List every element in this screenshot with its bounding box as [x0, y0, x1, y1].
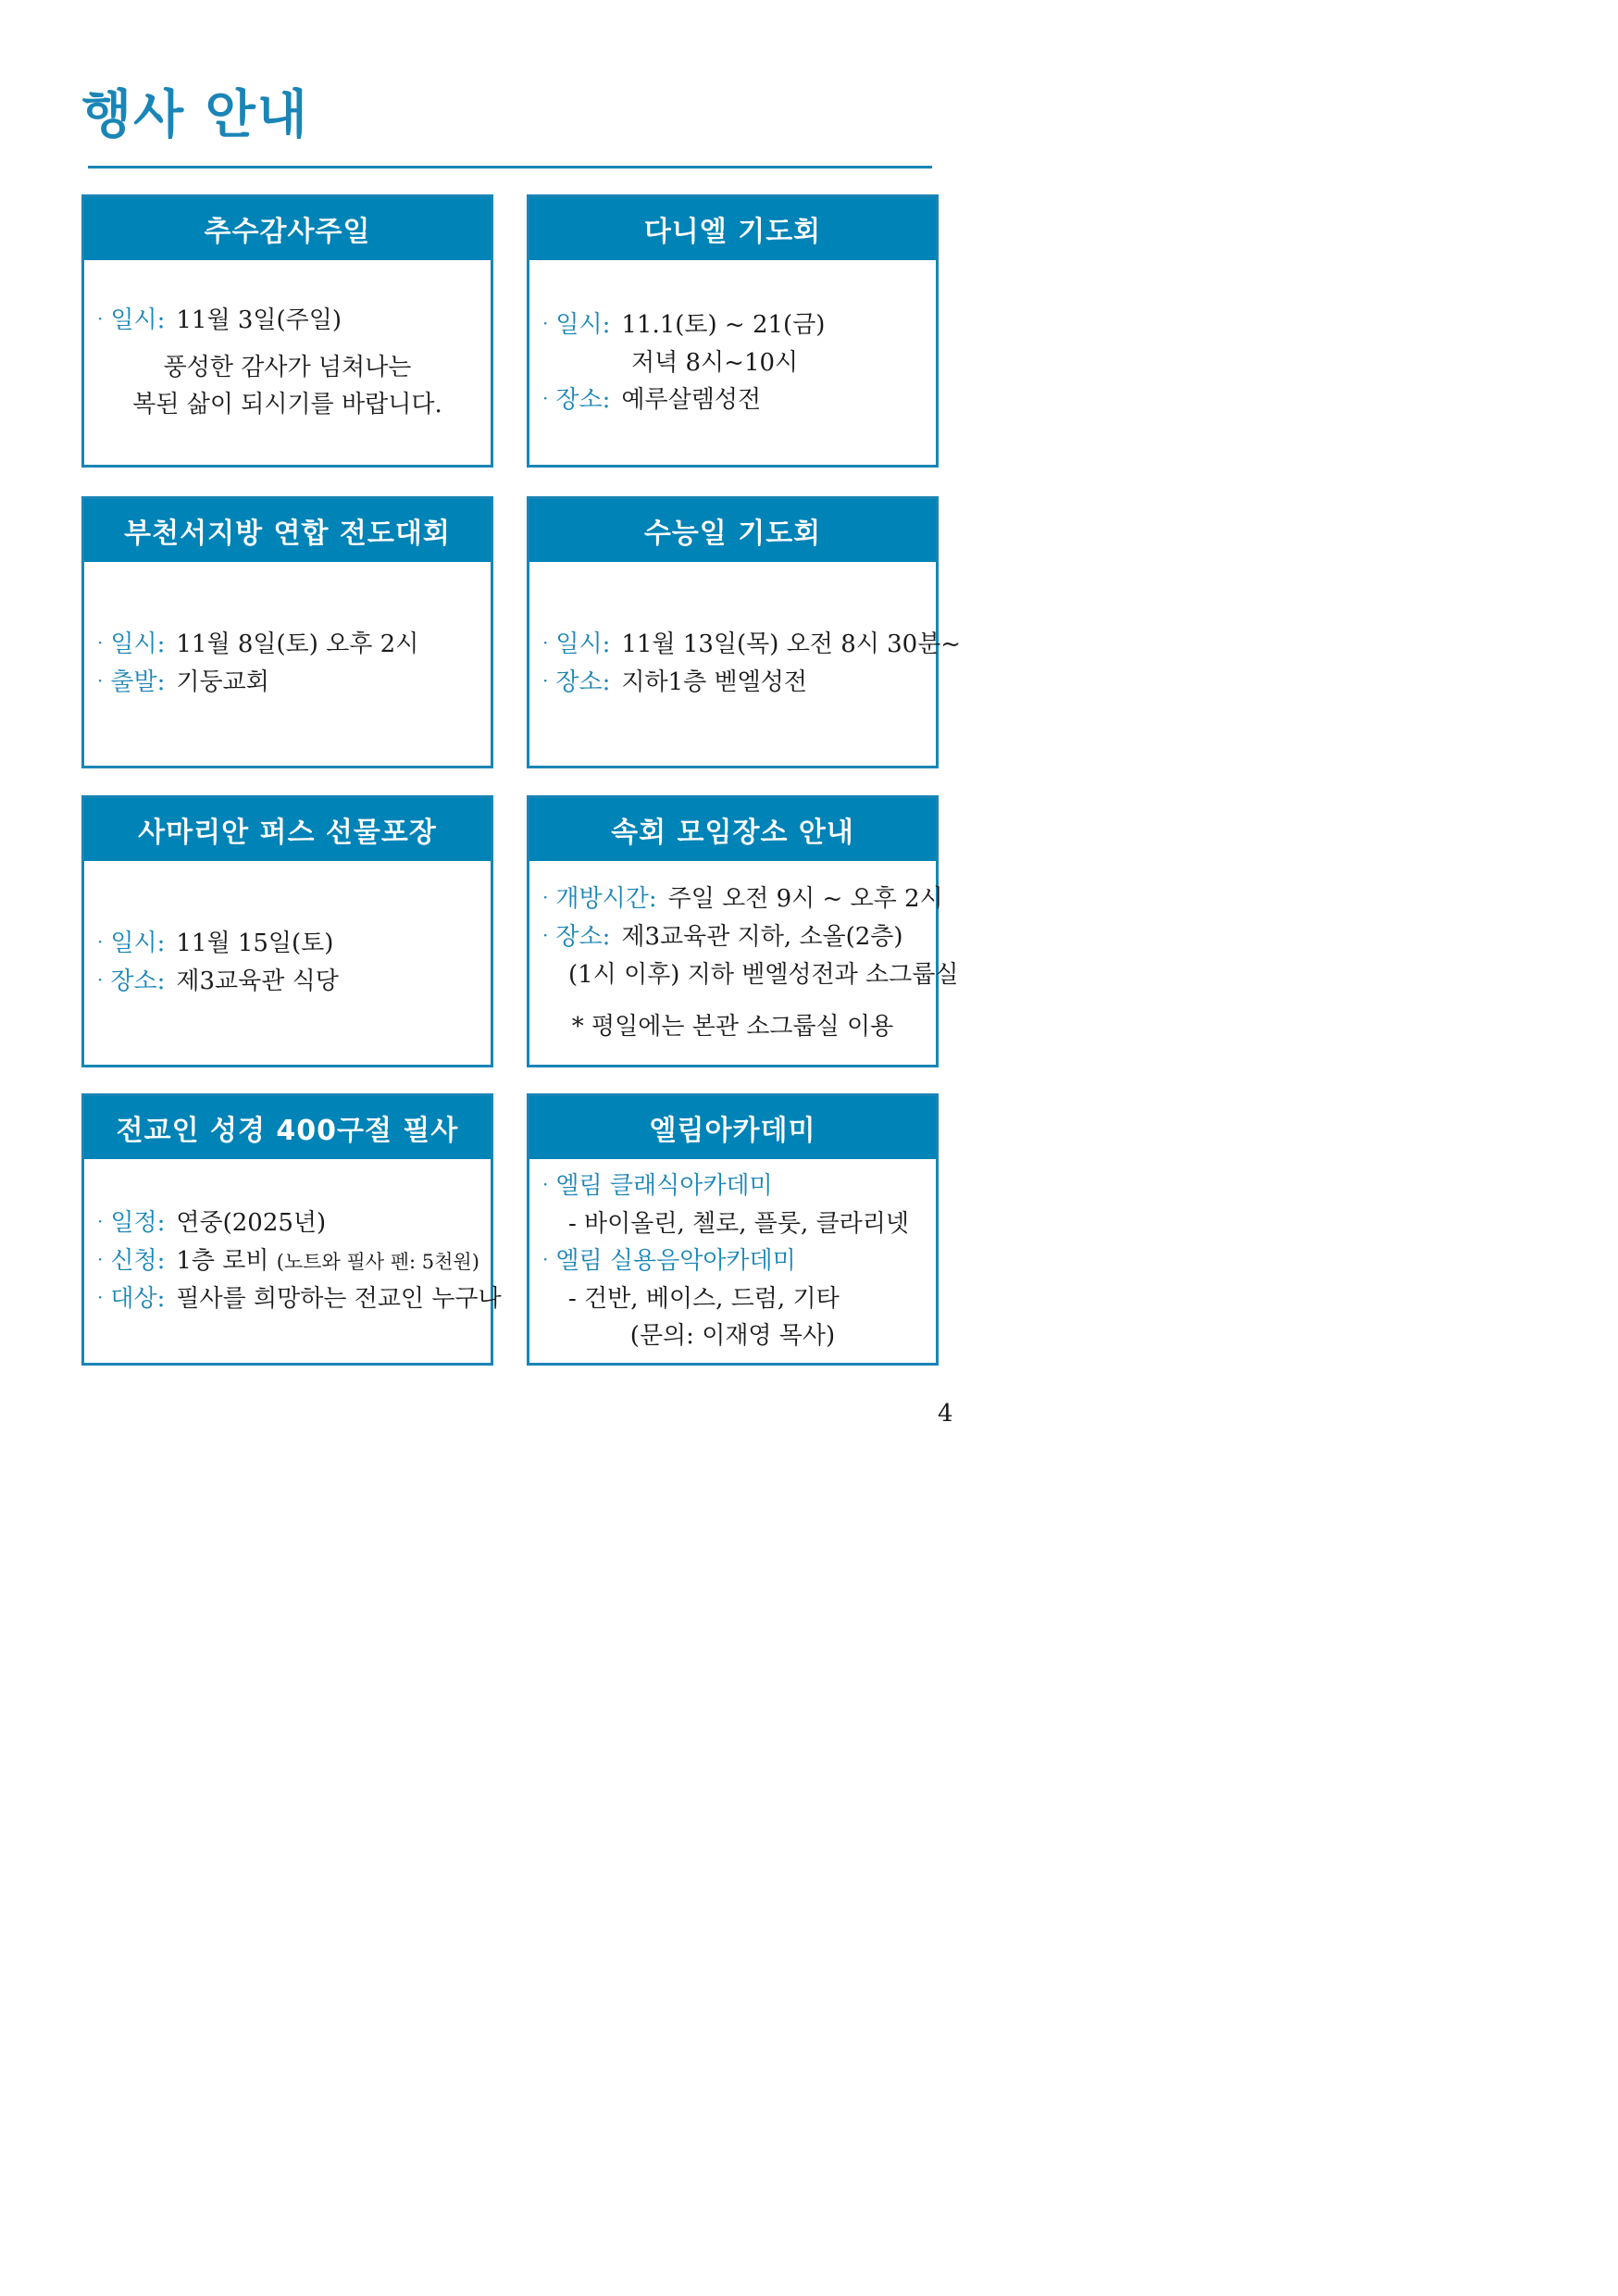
- time-value: 저녁 8시~10시: [631, 348, 799, 377]
- bullet-icon: ·: [97, 669, 104, 692]
- box-title: 다니엘 기도회: [529, 197, 936, 260]
- hours-row: [542, 880, 943, 918]
- date-value: 11.1(토) ~ 21(금): [621, 310, 826, 339]
- box-title: 엘림아카데미: [529, 1096, 936, 1159]
- bullet-icon: ·: [97, 1247, 104, 1270]
- program-practical-row: [542, 1242, 923, 1280]
- place-label: 장소:: [555, 668, 611, 696]
- box-title: 수능일 기도회: [529, 499, 936, 562]
- hours-value: 주일 오전 9시 ~ 오후 2시: [667, 885, 943, 913]
- bullet-icon: ·: [542, 924, 549, 946]
- box-title: 전교인 성경 400구절 필사: [84, 1096, 491, 1159]
- place-label: 장소:: [555, 923, 611, 951]
- bullet-icon: ·: [542, 886, 549, 908]
- box-body: [84, 260, 491, 465]
- box-body: [529, 260, 936, 465]
- date-label: 일시:: [555, 310, 611, 339]
- page-number: 4: [938, 1400, 953, 1428]
- place-value: 지하1층 벧엘성전: [621, 668, 807, 696]
- bullet-icon: ·: [542, 311, 549, 334]
- place-row: [542, 918, 923, 956]
- date-value: 11월 15일(토): [176, 930, 334, 957]
- apply-label: 신청:: [110, 1246, 166, 1275]
- program-practical-items: - 건반, 베이스, 드럼, 기타: [568, 1285, 840, 1313]
- apply-row: [97, 1242, 478, 1280]
- bullet-icon: ·: [97, 1209, 104, 1232]
- bullet-icon: ·: [542, 1248, 549, 1270]
- date-label: 일시:: [110, 306, 166, 334]
- box-body: [529, 861, 959, 1065]
- box-body: [529, 1159, 936, 1363]
- bullet-icon: ·: [542, 669, 549, 692]
- title-divider: [88, 166, 932, 168]
- date-value: 11월 8일(토) 오후 2시: [176, 630, 419, 658]
- weekday-note: * 평일에는 본관 소그룹실 이용: [571, 1013, 894, 1041]
- place-label: 장소:: [110, 967, 166, 995]
- date-value: 11월 3일(주일): [176, 306, 342, 334]
- event-box-evangelism-rally: [81, 496, 493, 768]
- message-line-2: 복된 삶이 되시기를 바랍니다.: [132, 391, 442, 418]
- bullet-icon: ·: [542, 631, 549, 654]
- place-value: 제3교육관 식당: [176, 967, 339, 995]
- bullet-icon: ·: [97, 307, 104, 330]
- bullet-icon: ·: [97, 930, 104, 953]
- hours-label: 개방시간:: [555, 885, 657, 913]
- date-label: 일시:: [555, 630, 611, 658]
- place-row: [542, 664, 923, 702]
- depart-row: [97, 664, 478, 702]
- target-value: 필사를 희망하는 전교인 누구나: [176, 1284, 502, 1313]
- bullet-icon: ·: [97, 1285, 104, 1308]
- bullet-icon: ·: [542, 386, 549, 409]
- target-label: 대상:: [110, 1284, 166, 1313]
- box-title: 추수감사주일: [84, 197, 491, 260]
- place-value-continued: (1시 이후) 지하 벧엘성전과 소그룹실: [568, 961, 959, 989]
- page-title: 행사 안내: [81, 85, 309, 145]
- period-row: [97, 1204, 478, 1242]
- place-value: 예루살렘성전: [621, 385, 762, 414]
- date-label: 일시:: [110, 630, 166, 658]
- date-row: [97, 626, 478, 664]
- event-box-elim-academy: [527, 1093, 939, 1366]
- event-box-daniel-prayer: [527, 194, 939, 468]
- date-row: [97, 925, 478, 963]
- depart-label: 출발:: [110, 668, 166, 696]
- place-row: [97, 963, 478, 1001]
- place-label: 장소:: [555, 385, 611, 414]
- apply-note: (노트와 필사 펜: 5천원): [276, 1250, 479, 1273]
- box-body: [84, 861, 491, 1065]
- program-classic-items: - 바이올린, 첼로, 플룻, 클라리넷: [568, 1210, 910, 1238]
- box-body: [84, 1159, 502, 1363]
- target-row: [97, 1280, 502, 1318]
- period-label: 일정:: [110, 1208, 166, 1237]
- depart-value: 기둥교회: [176, 668, 269, 696]
- date-row: [542, 306, 923, 344]
- contact-info: (문의: 이재영 목사): [629, 1322, 836, 1350]
- place-row: [542, 381, 923, 419]
- event-box-cell-meeting: [527, 795, 959, 1067]
- box-body: [529, 562, 962, 766]
- apply-value: 1층 로비: [176, 1246, 269, 1275]
- box-title: 부천서지방 연합 전도대회: [84, 499, 491, 562]
- bullet-icon: ·: [97, 631, 104, 654]
- program-classic-row: [542, 1167, 923, 1205]
- event-box-thanksgiving: [81, 194, 493, 468]
- box-title: 사마리안 퍼스 선물포장: [84, 798, 491, 861]
- place-value: 제3교육관 지하, 소올(2층): [621, 923, 903, 951]
- date-row: [542, 626, 962, 664]
- box-title: 속회 모임장소 안내: [529, 798, 936, 861]
- program-practical-label: 엘림 실용음악아카데미: [555, 1247, 796, 1275]
- date-label: 일시:: [110, 930, 166, 957]
- date-row: [97, 302, 478, 340]
- event-box-bible-transcription: [81, 1093, 502, 1366]
- event-box-exam-prayer: [527, 496, 962, 768]
- bullet-icon: ·: [97, 968, 104, 991]
- period-value: 연중(2025년): [176, 1208, 327, 1237]
- date-value: 11월 13일(목) 오전 8시 30분~: [621, 630, 962, 658]
- message-line-1: 풍성한 감사가 넘쳐나는: [163, 354, 412, 381]
- program-classic-label: 엘림 클래식아카데미: [555, 1172, 773, 1200]
- event-box-samaritan-purse: [81, 795, 493, 1067]
- box-body: [84, 562, 491, 766]
- bullet-icon: ·: [542, 1173, 549, 1195]
